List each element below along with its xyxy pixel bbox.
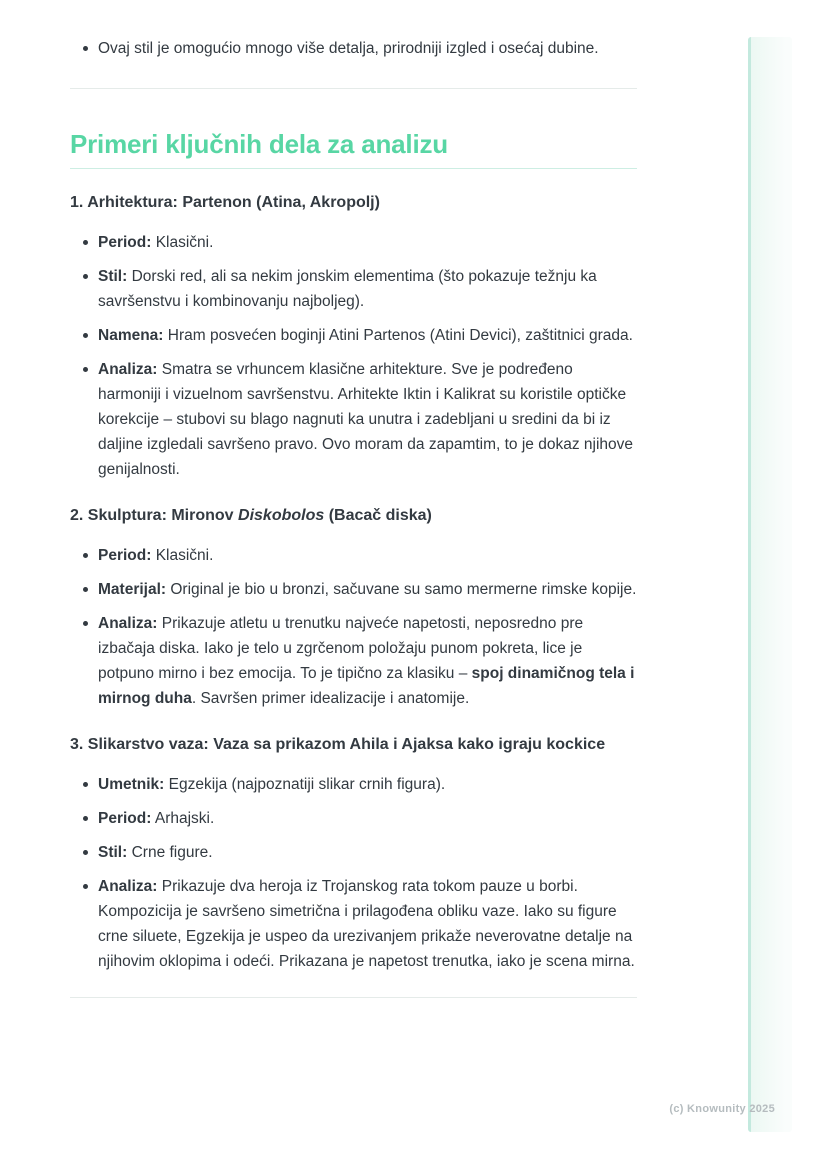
section-title bbox=[70, 192, 637, 214]
section-title bbox=[70, 505, 637, 527]
list-item bbox=[70, 230, 637, 255]
text-run: Klasični. bbox=[151, 234, 214, 251]
text-run: . Savršen primer idealizacije i anatomije. bbox=[191, 690, 470, 707]
text-run: 1. Arhitektura: Partenon (Atina, Akropolj) bbox=[70, 194, 380, 211]
text-run: Analiza: bbox=[98, 361, 158, 378]
sections-container bbox=[70, 192, 637, 974]
list-item bbox=[70, 264, 637, 314]
text-run: Stil: bbox=[98, 268, 128, 285]
list-item bbox=[70, 543, 637, 568]
list-item bbox=[70, 36, 637, 61]
text-run: (Bacač diska) bbox=[324, 507, 432, 524]
note-page-content bbox=[70, 0, 637, 998]
page-title: Primeri ključnih dela za analizu bbox=[70, 127, 637, 169]
text-run: Smatra se vrhuncem klasične arhitekture. Sve je podređeno harmoniji i vizuelnom savršenstvu. Arhitekte Iktin i Kalikrat su koristile optičke korekcije – stubovi su blago nagnuti ka unutra i zadebljani u sredini da bi iz daljine izgledali savršeno pravo. Ovo moram da zapamtim, to je dokaz njihove genijalnosti. bbox=[98, 361, 634, 478]
section-2 bbox=[70, 505, 637, 711]
section-divider-bottom bbox=[70, 997, 637, 998]
text-run: Arhajski. bbox=[151, 810, 215, 827]
text-run: Period: bbox=[98, 234, 152, 251]
intro-bullet-list bbox=[70, 36, 637, 61]
text-run: Prikazuje dva heroja iz Trojanskog rata tokom pauze u borbi. Kompozicija je savršeno simetrična i prilagođena obliku vaze. Iako su figure crne siluete, Egzekija je uspeo da urezivanjem prikaže neverovatne detalje na njihovim oklopima i odeći. Prikazana je napetost trenutka, iako je scena mirna. bbox=[98, 878, 635, 970]
text-run: Diskobolos bbox=[238, 507, 325, 524]
text-run: Hram posvećen boginji Atini Partenos (Atini Devici), zaštitnici grada. bbox=[163, 327, 633, 344]
list-item bbox=[70, 323, 637, 348]
text-run: Ovaj stil je omogućio mnogo više detalja, prirodniji izgled i osećaj dubine. bbox=[98, 40, 599, 57]
page-edge-accent-strip bbox=[748, 37, 792, 1132]
text-run: Period: bbox=[98, 810, 152, 827]
text-run: Original je bio u bronzi, sačuvane su samo mermerne rimske kopije. bbox=[166, 581, 637, 598]
text-run: Crne figure. bbox=[127, 844, 213, 861]
list-item bbox=[70, 806, 637, 831]
list-item bbox=[70, 577, 637, 602]
list-item bbox=[70, 611, 637, 711]
section-1 bbox=[70, 192, 637, 482]
text-run: Stil: bbox=[98, 844, 128, 861]
text-run: Analiza: bbox=[98, 615, 158, 632]
list-item bbox=[70, 840, 637, 865]
text-run: Period: bbox=[98, 547, 152, 564]
text-run: Dorski red, ali sa nekim jonskim elementima (što pokazuje težnju ka savršenstvu i kombinovanju najboljeg). bbox=[98, 268, 597, 310]
bullet-list bbox=[70, 772, 637, 974]
text-run: 3. Slikarstvo vaza: Vaza sa prikazom Ahila i Ajaksa kako igraju kockice bbox=[70, 736, 606, 753]
text-run: Namena: bbox=[98, 327, 164, 344]
text-run: 2. Skulptura: Mironov bbox=[70, 507, 239, 524]
list-item bbox=[70, 357, 637, 482]
text-run: Materijal: bbox=[98, 581, 167, 598]
text-run: spoj dinamičnog tela i mirnog duha bbox=[98, 665, 635, 707]
bullet-list bbox=[70, 543, 637, 711]
text-run: Prikazuje atletu u trenutku najveće napetosti, neposredno pre izbačaja diska. Iako je telo u zgrčenom položaju punom pokreta, lice je potpuno mirno i bez emocija. To je tipično za klasiku – bbox=[98, 615, 584, 682]
watermark: (c) Knowunity 2025 bbox=[669, 1103, 775, 1115]
list-item bbox=[70, 874, 637, 974]
text-run: Klasični. bbox=[151, 547, 214, 564]
bullet-list bbox=[70, 230, 637, 482]
text-run: Umetnik: bbox=[98, 776, 165, 793]
text-run: Egzekija (najpoznatiji slikar crnih figura). bbox=[164, 776, 446, 793]
list-item bbox=[70, 772, 637, 797]
section-title bbox=[70, 734, 637, 756]
section-divider-top bbox=[70, 88, 637, 89]
section-3 bbox=[70, 734, 637, 974]
text-run: Analiza: bbox=[98, 878, 158, 895]
